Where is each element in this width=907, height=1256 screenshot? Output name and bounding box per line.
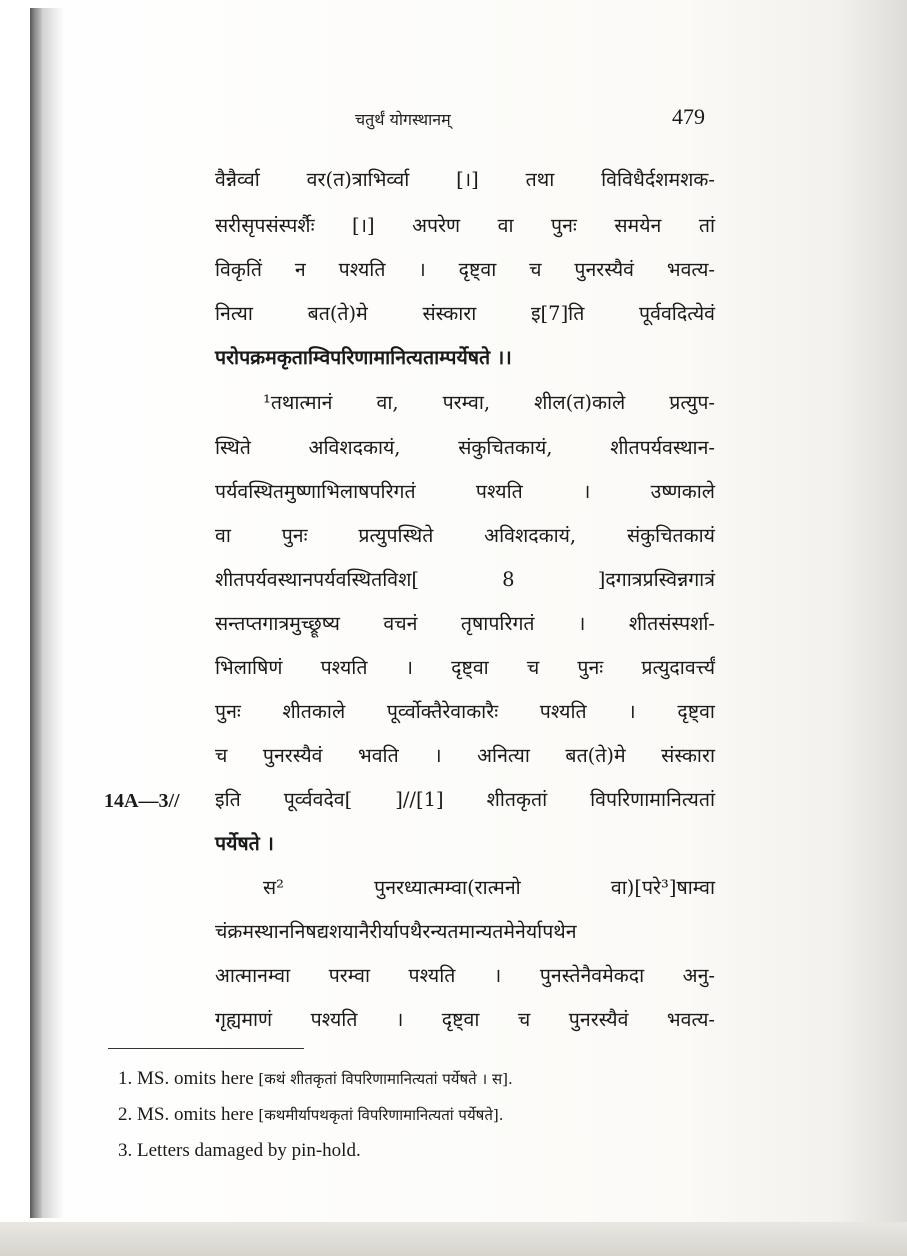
- text-line-bold: पर्येषते ।: [215, 832, 274, 855]
- footnote-text: 2. MS. omits here: [118, 1104, 259, 1125]
- footnote: [118, 1140, 361, 1162]
- page-number: 479: [672, 104, 705, 129]
- margin-folio-note: 14A—3//: [104, 790, 180, 812]
- text-line: पुनः शीतकाले पूर्व्वोक्तैरेवाकारैः पश्यति । दृष्ट्वा: [215, 700, 715, 723]
- text-line: गृह्यमाणं पश्यति । दृष्ट्वा च पुनरस्यैवं भवत्य-: [215, 1008, 715, 1031]
- text-line: भिलाषिणं पश्यति । दृष्ट्वा च पुनः प्रत्युदावर्त्त्यं: [215, 656, 715, 679]
- text-line: ¹तथात्मानं वा, परम्वा, शील(त)काले प्रत्युप-: [263, 391, 715, 414]
- text-line: स्थिते अविशदकायं, संकुचितकायं, शीतपर्यवस्थान-: [215, 436, 715, 459]
- text-line: वा पुनः प्रत्युपस्थिते अविशदकायं, संकुचितकायं: [215, 524, 715, 547]
- footnote-text: 3. Letters damaged by pin-hold.: [118, 1140, 361, 1161]
- footnote-bracket: [कथमीर्यापथकृतां विपरिणामानित्यतां पर्येषते].: [258, 1106, 504, 1124]
- text-line-bold: परोपक्रमकृताम्विपरिणामानित्यताम्पर्येषते ।।: [215, 346, 512, 369]
- text-line: च पुनरस्यैवं भवति । अनित्या बत(ते)मे संस्कारा: [215, 744, 715, 767]
- page-bottom-edge: [0, 1222, 907, 1256]
- text-line: इति पूर्व्ववदेव[ ]//[1] शीतकृतां विपरिणामानित्यतां: [215, 788, 715, 811]
- text-line: वैन्नैर्व्वा वर(त)त्राभिर्व्वा [।] तथा विविधैर्दशमशक-: [215, 168, 715, 191]
- running-head: चतुर्थं योगस्थानम्: [355, 110, 451, 129]
- footnote: [118, 1068, 513, 1090]
- footnote-rule: [108, 1048, 304, 1049]
- book-binding-edge: [30, 8, 42, 1218]
- text-line: शीतपर्यवस्थानपर्यवस्थितविश[ 8 ]दगात्रप्रस्विन्नगात्रं: [215, 568, 715, 591]
- text-line: पर्यवस्थितमुष्णाभिलाषपरिगतं पश्यति । उष्णकाले: [215, 480, 715, 503]
- text-line: चंक्रमस्थाननिषद्यशयानैरीर्यापथैरन्यतमान्यतमेनेर्यापथेन: [215, 920, 577, 943]
- text-line: सन्तप्तगात्रमुच्छ्रूष्य वचनं तृषापरिगतं । शीतसंस्पर्शा-: [215, 612, 715, 635]
- binding-shadow: [42, 8, 64, 1218]
- text-line: विकृतिं न पश्यति । दृष्ट्वा च पुनरस्यैवं भवत्य-: [215, 258, 715, 281]
- text-line: आत्मानम्वा परम्वा पश्यति । पुनस्तेनैवमेकदा अनु-: [215, 964, 715, 987]
- page-fold-shadow: [837, 0, 907, 1256]
- text-line: स² पुनरध्यात्मम्वा(रात्मनो वा)[परे³]षाम्वा: [263, 876, 715, 899]
- text-line: नित्या बत(ते)मे संस्कारा इ[7]ति पूर्ववदित्येवं: [215, 302, 715, 325]
- footnote-bracket: [कथं शीतकृतां विपरिणामानित्यतां पर्येषते । स].: [258, 1070, 513, 1088]
- footnote: [118, 1104, 504, 1126]
- text-line: सरीसृपसंस्पर्शैः [।] अपरेण वा पुनः समयेन तां: [215, 214, 715, 237]
- footnote-text: 1. MS. omits here: [118, 1068, 259, 1089]
